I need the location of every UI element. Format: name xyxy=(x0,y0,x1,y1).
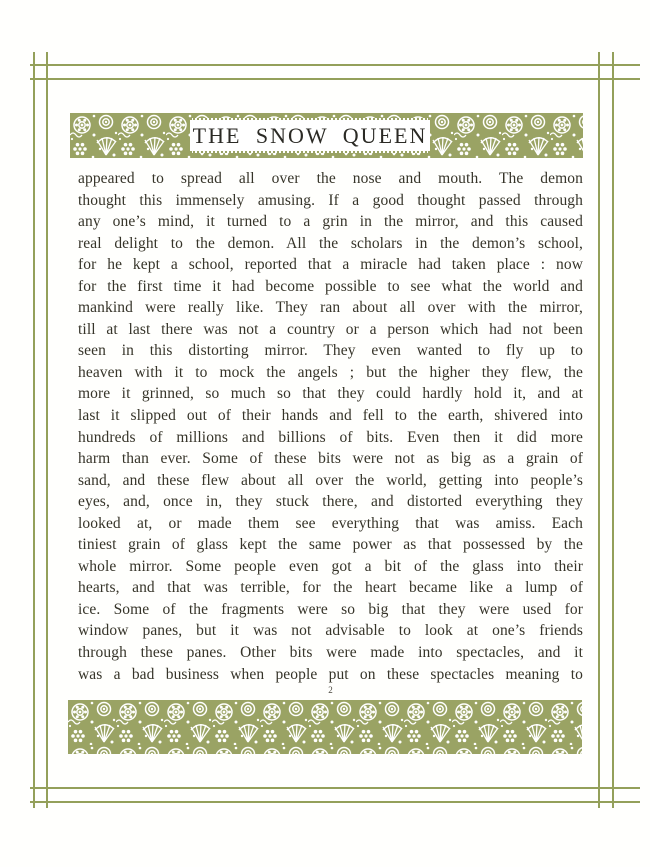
page-number: 2 xyxy=(328,685,333,695)
frame-right-inner-line xyxy=(598,52,600,808)
text-line: more it grinned, so much so that they could hardly hold it, and at xyxy=(78,385,583,403)
footer-ornament-band xyxy=(68,700,582,754)
floral-ornament-icon xyxy=(68,700,582,754)
text-line: thought this immensely amusing. If a good thought passed through xyxy=(78,191,583,209)
title-box xyxy=(190,118,430,153)
text-line: harm than ever. Some of these bits were not as big as a grain of xyxy=(78,450,583,468)
body-text xyxy=(78,168,583,685)
page-title: THE SNOW QUEEN xyxy=(192,122,428,148)
text-line: hearts, and that was terrible, for the heart became like a lump of xyxy=(78,579,583,597)
text-line: through these panes. Other bits were made into spectacles, and it xyxy=(78,644,583,662)
text-line: last it slipped out of their hands and fell to the earth, shivered into xyxy=(78,407,583,425)
text-line: mankind were really like. They ran about all over with the mirror, xyxy=(78,299,583,317)
frame-bottom-outer-line xyxy=(30,801,640,803)
text-line: whole mirror. Some people even got a bit of the glass into their xyxy=(78,557,583,575)
text-line: real delight to the demon. All the scholars in the demon’s school, xyxy=(78,234,583,252)
frame-top-inner-line xyxy=(30,78,640,80)
text-line: for the first time it had become possible to see what the world and xyxy=(78,277,583,295)
text-line: appeared to spread all over the nose and mouth. The demon xyxy=(78,170,583,187)
text-line: tiniest grain of glass kept the same power as that possessed by the xyxy=(78,536,583,554)
text-line: seen in this distorting mirror. They even wanted to fly up to xyxy=(78,342,583,360)
frame-left-inner-line xyxy=(46,52,48,808)
header-ornament-band xyxy=(70,113,583,158)
text-line: hundreds of millions and billions of bits. Even then it did more xyxy=(78,428,583,446)
text-line: for he kept a school, reported that a miracle had taken place : now xyxy=(78,256,583,274)
text-line: any one’s mind, it turned to a grin in the mirror, and this caused xyxy=(78,213,583,231)
frame-left-outer-line xyxy=(33,52,35,808)
text-line: sand, and these flew about all over the world, getting into people’s xyxy=(78,471,583,489)
frame-right-outer-line xyxy=(612,52,614,808)
frame-top-outer-line xyxy=(30,64,640,66)
frame-bottom-inner-line xyxy=(30,787,640,789)
text-line: till at last there was not a country or a person which had not been xyxy=(78,320,583,338)
text-line: ice. Some of the fragments were so big that they were used for xyxy=(78,600,583,618)
text-line: window panes, but it was not advisable to look at one’s friends xyxy=(78,622,583,640)
text-line: heaven with it to mock the angels ; but the higher they flew, the xyxy=(78,363,583,381)
text-line: eyes, and, once in, they stuck there, and distorted everything they xyxy=(78,493,583,511)
text-line: was a bad business when people put on these spectacles meaning to xyxy=(78,665,583,683)
text-line: looked at, or made them see everything that was amiss. Each xyxy=(78,514,583,532)
